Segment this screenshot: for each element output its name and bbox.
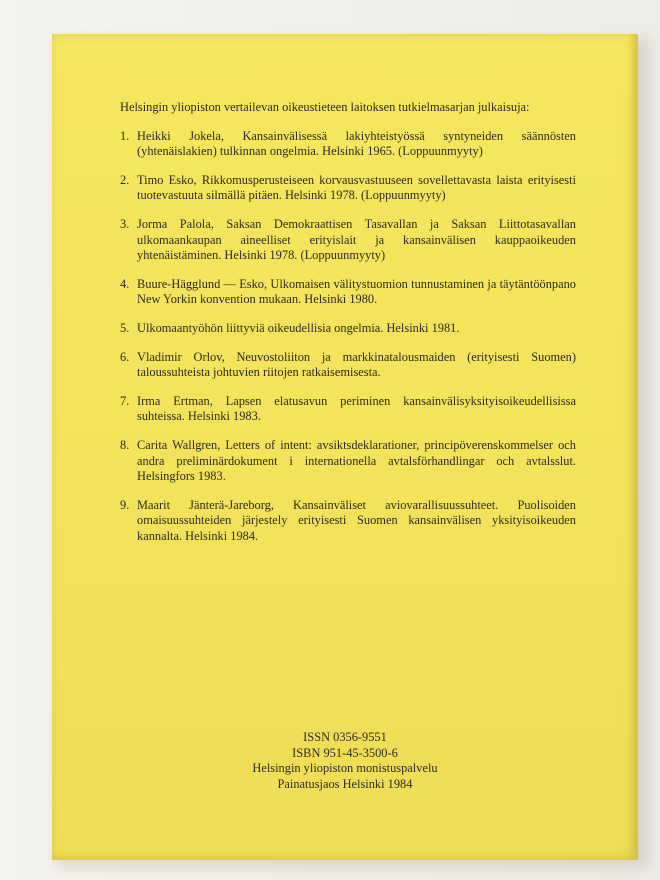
isbn-line: ISBN 951-45-3500-6	[292, 745, 398, 760]
publication-item	[120, 350, 576, 381]
publication-text: Vladimir Orlov, Neuvostoliiton ja markkinatalousmaiden (erityisesti Suomen) taloussuhteista johtuvien riitojen ratkaisemisesta.	[137, 349, 576, 380]
publication-item	[120, 129, 576, 160]
printing-line: Painatusjaos Helsinki 1984	[277, 776, 413, 791]
publication-text: Irma Ertman, Lapsen elatusavun periminen kansainvälisyksityisoikeudellisissa suhteissa. Helsinki 1983.	[137, 393, 576, 424]
publication-item	[120, 498, 576, 545]
publication-item	[120, 321, 576, 337]
imprint-block	[52, 730, 638, 792]
publication-number: 4.	[120, 276, 130, 291]
series-intro: Helsingin yliopiston vertailevan oikeustieteen laitoksen tutkielmasarjan julkaisuja:	[120, 100, 530, 114]
publication-text: Jorma Palola, Saksan Demokraattisen Tasavallan ja Saksan Liittotasavallan ulkomaankaupan aineelliset erityislait ja kansainvälisen kauppaoikeuden yhtenäistäminen. Helsinki 1978. (Loppuunmyyty)	[137, 216, 576, 263]
publication-item	[120, 217, 576, 264]
publication-number: 1.	[120, 128, 130, 143]
publication-number: 2.	[120, 172, 130, 187]
publication-number: 6.	[120, 349, 130, 364]
publication-text: Maarit Jänterä-Jareborg, Kansainväliset aviovarallisuussuhteet. Puolisoiden omaisuussuhteiden järjestely erityisesti Suomen kansainvälisen yksityisoikeuden kannalta. Helsinki 1984.	[137, 497, 576, 543]
publication-item	[120, 173, 576, 204]
publication-text: Timo Esko, Rikkomusperusteiseen korvausvastuuseen sovellettavasta laista erityisesti tuotevastuuta silmällä pitäen. Helsinki 1978. (Loppuunmyyty)	[137, 172, 576, 203]
publication-text: Heikki Jokela, Kansainvälisessä lakiyhteistyössä syntyneiden säännösten (yhtenäislakien) tulkinnan ongelmia. Helsinki 1965. (Loppuunmyyty)	[137, 128, 576, 159]
book-back-cover	[52, 34, 638, 860]
publication-item	[120, 394, 576, 425]
publication-number: 9.	[120, 497, 130, 512]
publication-item	[120, 277, 576, 308]
publication-number: 3.	[120, 216, 130, 231]
publication-item	[120, 438, 576, 485]
publication-number: 7.	[120, 393, 130, 408]
publication-text: Carita Wallgren, Letters of intent: avsiktsdeklarationer, principöverenskommelser och andra preliminärdokument i internationella avtalsförhandlingar och avtalsslut. Helsingfors 1983.	[137, 437, 576, 484]
publication-text: Ulkomaantyöhön liittyviä oikeudellisia ongelmia. Helsinki 1981.	[137, 320, 460, 335]
publication-list	[120, 129, 576, 545]
printer-line: Helsingin yliopiston monistuspalvelu	[252, 761, 438, 776]
publication-text: Buure-Hägglund — Esko, Ulkomaisen välitystuomion tunnustaminen ja täytäntöönpano New Yorkin konvention mukaan. Helsinki 1980.	[137, 276, 576, 307]
issn-line: ISSN 0356-9551	[303, 730, 387, 744]
publication-number: 8.	[120, 437, 130, 452]
publication-number: 5.	[120, 320, 130, 335]
series-listing	[120, 100, 576, 557]
